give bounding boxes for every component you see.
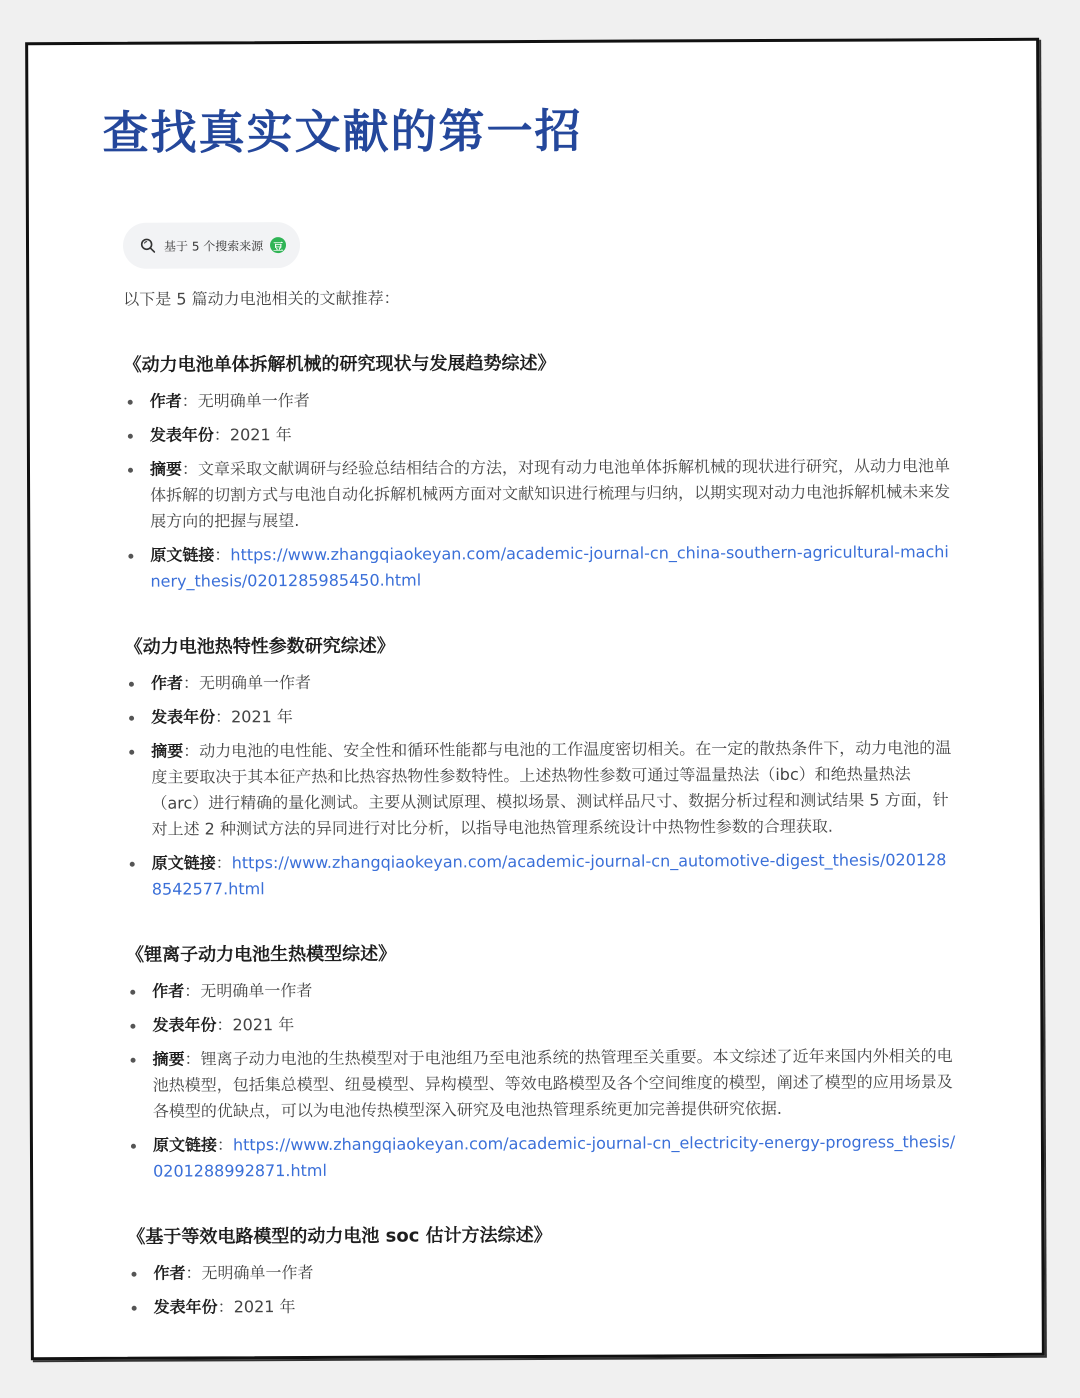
paper-details (124, 385, 955, 595)
source-badge-icon: 豆 (270, 237, 286, 253)
year-item (128, 1291, 958, 1321)
separator: ： (184, 1049, 201, 1069)
author-label: 作者 (153, 1263, 186, 1283)
separator: ： (217, 1297, 234, 1317)
search-icon (139, 237, 157, 255)
intro-text: 以下是 5 篇动力电池相关的文献推荐： (123, 288, 400, 309)
year-label: 发表年份 (151, 707, 216, 727)
paper-title: 《动力电池单体拆解机械的研究现状与发展趋势综述》 (123, 352, 556, 376)
year-label: 发表年份 (153, 1297, 218, 1317)
link-item (126, 847, 956, 903)
year-value: 2021 年 (229, 425, 292, 445)
author-value: 无明确单一作者 (197, 390, 310, 411)
separator: ： (183, 741, 200, 761)
separator: ： (185, 1263, 202, 1283)
page-title: 查找真实文献的第一招 (102, 103, 583, 160)
separator: ： (213, 425, 230, 445)
abstract-item (125, 735, 955, 843)
separator: ： (216, 1135, 234, 1155)
year-item (124, 419, 954, 449)
separator: ： (216, 1015, 233, 1035)
source-link[interactable]: https://www.zhangqiaokeyan.com/academic-journal-cn_china-southern-agricultural-machinery_thesis/0201285985450.html (150, 542, 949, 591)
separator: ： (215, 707, 232, 727)
link-item (124, 539, 954, 595)
year-value: 2021 年 (231, 707, 293, 727)
source-link[interactable]: https://www.zhangqiaokeyan.com/academic-journal-cn_automotive-digest_thesis/0201288542577.html (151, 850, 947, 899)
separator: ： (215, 853, 232, 873)
author-item (124, 385, 954, 415)
abstract-value: 文章采取文献调研与经验总结相结合的方法，对现有动力电池单体拆解机械的现状进行研究，从动力电池单体拆解的切割方式与电池自动化拆解机械两方面对文献知识进行梳理与归纳，以期实现对动力电池拆解机械未来发展方向的把握与展望. (150, 456, 951, 531)
year-value: 2021 年 (232, 1015, 295, 1035)
abstract-value: 锂离子动力电池的生热模型对于电池组乃至电池系统的热管理至关重要。本文综述了近年来国内外相关的电池热模型，包括集总模型、纽曼模型、异构模型、等效电路模型及各个空间维度的模型，阐述了模型的应用场景及各模型的优缺点，可以为电池传热模型深入研究及电池热管理系统更加完善提供研究依据. (152, 1046, 953, 1121)
author-value: 无明确单一作者 (200, 980, 313, 1001)
link-item (127, 1129, 957, 1185)
abstract-label: 摘要 (151, 741, 184, 761)
year-item (126, 1009, 956, 1039)
answer-content (123, 273, 958, 1329)
screenshot-frame (25, 38, 1045, 1360)
author-label: 作者 (152, 981, 185, 1001)
paper-details (125, 667, 956, 903)
paper-entry (126, 939, 957, 1185)
year-label: 发表年份 (149, 425, 214, 445)
paper-details (127, 1257, 957, 1321)
link-label: 原文链接 (152, 1135, 217, 1155)
year-item (125, 701, 955, 731)
year-label: 发表年份 (152, 1015, 217, 1035)
abstract-label: 摘要 (149, 459, 183, 479)
author-label: 作者 (149, 391, 182, 411)
link-label: 原文链接 (150, 545, 215, 565)
paper-entry (127, 1221, 957, 1321)
abstract-value: 动力电池的电性能、安全性和循环性能都与电池的工作温度密切相关。在一定的散热条件下，动力电池的温度主要取决于其本征产热和比热容热物性参数特性。上述热物性参数可通过等温量热法（ibc）和绝热量热法（arc）进行精确的量化测试。主要从测试原理、模拟场景、测试样品尺寸、数据分析过程和测试结果 5 方面，针对上述 2 种测试方法的异同进行对比分析，以指导电池热管理系统设计中热物性参数的合理获取. (151, 738, 952, 839)
abstract-label: 摘要 (152, 1049, 185, 1069)
source-link[interactable]: https://www.zhangqiaokeyan.com/academic-journal-cn_electricity-energy-progress_thesis/0201288992871.html (153, 1132, 956, 1181)
year-value: 2021 年 (233, 1297, 296, 1317)
search-sources-pill[interactable] (123, 222, 300, 269)
author-value: 无明确单一作者 (201, 1262, 314, 1283)
paper-details (126, 975, 957, 1185)
abstract-item (127, 1043, 957, 1125)
author-value: 无明确单一作者 (198, 672, 312, 693)
separator: ： (181, 391, 198, 411)
separator: ： (214, 545, 231, 565)
separator: ： (184, 981, 201, 1001)
author-label: 作者 (150, 673, 183, 693)
author-item (125, 667, 955, 697)
separator: ： (181, 459, 199, 479)
author-item (126, 975, 956, 1005)
separator: ： (182, 673, 199, 693)
search-sources-label: 基于 5 个搜索来源 (163, 238, 264, 254)
paper-entry (123, 349, 954, 595)
abstract-item (124, 453, 954, 535)
paper-title: 《锂离子动力电池生热模型综述》 (126, 943, 397, 966)
author-item (127, 1257, 957, 1287)
paper-entry (125, 631, 956, 903)
paper-title: 《基于等效电路模型的动力电池 soc 估计方法综述》 (127, 1224, 552, 1248)
paper-title: 《动力电池热特性参数研究综述》 (124, 635, 395, 658)
link-label: 原文链接 (151, 853, 216, 873)
